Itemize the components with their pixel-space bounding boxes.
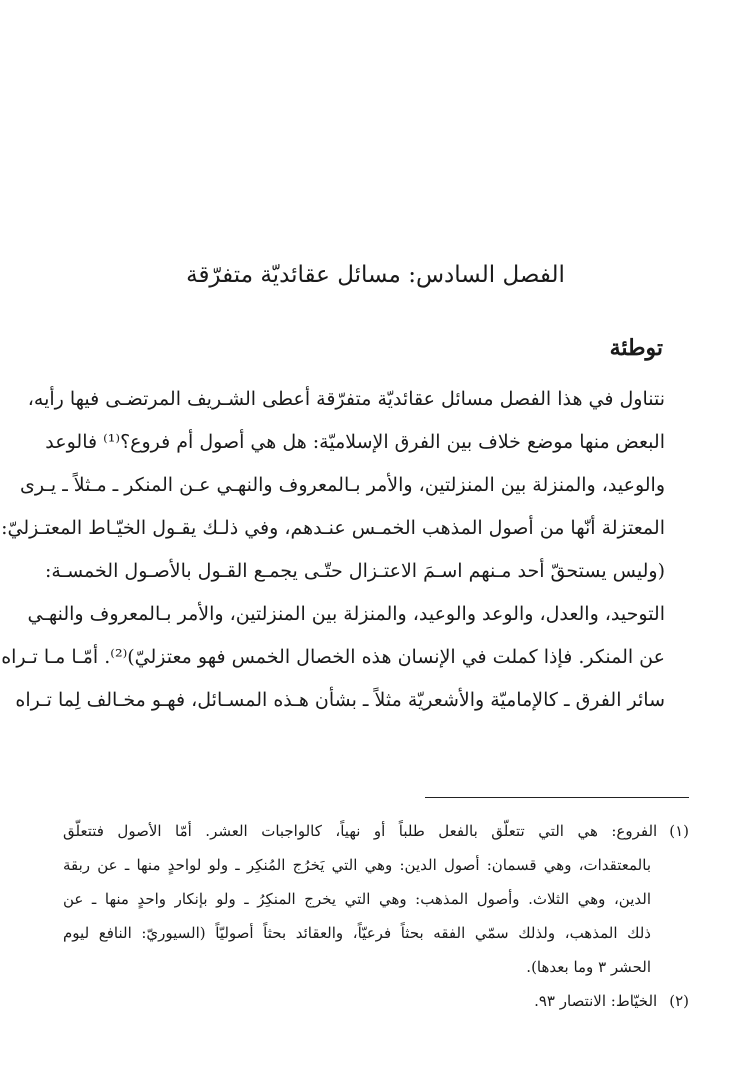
footnote-separator <box>425 797 689 798</box>
chapter-title: الفصل السادس: مسائل عقائديّة متفرّقة <box>186 262 565 288</box>
body-line: سائر الفرق ـ كالإماميّة والأشعريّة مثلاً ـ بشأن هـذه المسـائل، فهـو مخـالف لِما تـراه <box>15 689 665 711</box>
body-line: عن المنكر. فإذا كملت في الإنسان هذه الخصال الخمس فهو معتزليّ)⁽²⁾. أمّـا مـا تـراه <box>1 646 665 668</box>
footnote-2-number: (٢) <box>669 992 689 1010</box>
footnote-2-line <box>63 984 689 1018</box>
section-heading: توطئة <box>609 335 663 361</box>
footnote-1-line: الحشر ٣ وما بعدها). <box>526 958 651 976</box>
footnote-1-line: ذلك المذهب، ولذلك سمّي الفقه بحثاً فرعيّاً، والعقائد بحثاً أصوليّاً (السيوريّ: النافع ليوم <box>63 924 651 942</box>
body-line: والوعيد، والمنزلة بين المنزلتين، والأمر بـالمعروف والنهـي عـن المنكر ـ مـثلاً ـ يـرى <box>19 474 665 496</box>
footnote-2-text: الخيّاط: الانتصار ٩٣. <box>534 992 658 1010</box>
footnote-1-line: الدين، وهي الثلاث. وأصول المذهب: وهي التي يخرج المنكِرُ ـ ولو بإنكار واحدٍ منها ـ عن <box>63 890 651 908</box>
footnote-1-line: بالمعتقدات، وهي قسمان: أصول الدين: وهي التي يَخرُج المُنكِر ـ ولو لواحدٍ منها ـ عن ربقة <box>63 856 651 874</box>
body-line: البعض منها موضع خلاف بين الفرق الإسلاميّة: هل هي أصول أم فروع؟⁽¹⁾ فالوعد <box>45 431 665 453</box>
body-paragraph <box>1 378 665 722</box>
body-line: المعتزلة أنّها من أصول المذهب الخمـس عنـدهم، وفي ذلـك يقـول الخيّـاط المعتـزليّ: <box>1 517 665 539</box>
footnote-1-line <box>63 814 689 848</box>
body-line: التوحيد، والعدل، والوعد والوعيد، والمنزلة بين المنزلتين، والأمر بـالمعروف والنهـي <box>27 603 665 625</box>
body-line: نتناول في هذا الفصل مسائل عقائديّة متفرّقة أعطى الشـريف المرتضـى فيها رأيه، <box>27 388 665 410</box>
footnotes <box>63 814 689 1018</box>
footnote-1-number: (١) <box>669 822 689 840</box>
footnote-1-text: الفروع: هي التي تتعلّق بالفعل طلباً أو نهياً، كالواجبات العشر. أمّا الأصول فتتعلّق <box>63 822 658 840</box>
body-line: (وليس يستحقّ أحد مـنهم اسـمَ الاعتـزال حتّـى يجمـع القـول بالأصـول الخمسـة: <box>44 560 665 582</box>
